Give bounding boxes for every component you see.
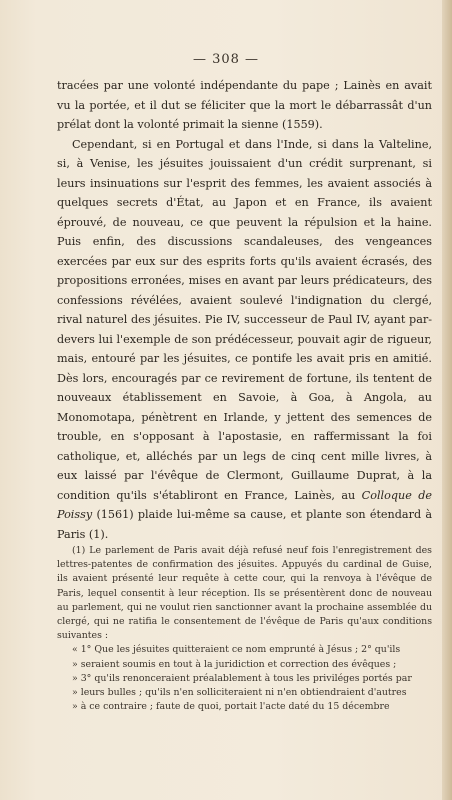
page-gutter-shadow bbox=[442, 0, 452, 800]
body-paragraph bbox=[57, 135, 432, 545]
footnote-quote-line: » leurs bulles ; qu'ils n'en solliciteraient ni n'en obtiendraient d'autres bbox=[72, 687, 407, 699]
colloque-title: Colloque de Poissy bbox=[57, 488, 432, 521]
footnote bbox=[57, 544, 432, 714]
body-paragraph-end: (1561) plaide lui-même sa cause, et plante son étendard à Paris (1). bbox=[57, 508, 432, 541]
main-text bbox=[57, 76, 432, 544]
page-number: — 308 — bbox=[192, 52, 260, 67]
footnote-quote-line: » seraient soumis en tout à la juridiction et correction des évêques ; bbox=[72, 658, 397, 670]
footnote-quote-line: « 1° Que les jésuites quitteraient ce nom emprunté à Jésus ; 2° qu'ils bbox=[72, 644, 401, 656]
footnote-quote-line: » 3° qu'ils renonceraient préalablement à tous les priviléges portés par bbox=[72, 672, 412, 684]
body-paragraph-text: Cependant, si en Portugal et dans l'Inde, si dans la Valteline, si, à Venise, les jésuites jouissaient d'un crédit surprenant, si leurs insinuations sur l'esprit des femmes, les avaient associés à quelques secrets d'État, au Japon et en France, ils avaient éprouvé, de nouveau, ce que peuvent la répulsion et la haine. Puis enfin, des discussions scandaleuses, des vengeances exercées par eux sur des esprits forts qu'ils avaient écrasés, des propositions erronées, mises en avant par leurs prédicateurs, des confessions révélées, avaient soulevé l'indignation du clergé, rival naturel des jésuites. Pie IV, successeur de Paul IV, ayant par-devers lui l'exemple de son prédécesseur, pouvait agir de rigueur, mais, entouré par les jésuites, ce pontife les avait pris en amitié. Dès lors, encouragés par ce revirement de fortune, ils tentent de nouveaux établissement en Savoie, à Goa, à Angola, au Monomotapa, pénètrent en Irlande, y jettent des semences de trouble, en s'opposant à l'apostasie, en raffermissant la foi catholique, et, alléchés par un legs de cinq cent mille livres, à eux laissé par l'évêque de Clermont, Guillaume Duprat, à la condition qu'ils s'établiront en France, Lainès, au bbox=[57, 137, 432, 502]
continuation-paragraph: tracées par une volonté indépendante du pape ; Lainès en avait vu la portée, et il dut se féliciter que la mort le débarrassât d'un prélat dont la volonté primait la sienne (1559). bbox=[57, 79, 432, 131]
footnote-quote-line: » à ce contraire ; faute de quoi, portait l'acte daté du 15 décembre bbox=[72, 701, 390, 713]
footnote-paragraph: (1) Le parlement de Paris avait déjà refusé neuf fois l'enregistrement des lettres-patentes de confirmation des jésuites. Appuyés du cardinal de Guise, ils avaient présenté leur requête à cette cour, qui la renvoya à l'évêque de Paris, lequel consentit à leur réception. Ils se présentèrent donc de nouveau au parlement, qui ne voulut rien sanctionner avant la prochaine assemblée du clergé, qui ne ratifia le consentement de l'évêque de Paris qu'aux conditions suivantes : bbox=[57, 545, 432, 642]
